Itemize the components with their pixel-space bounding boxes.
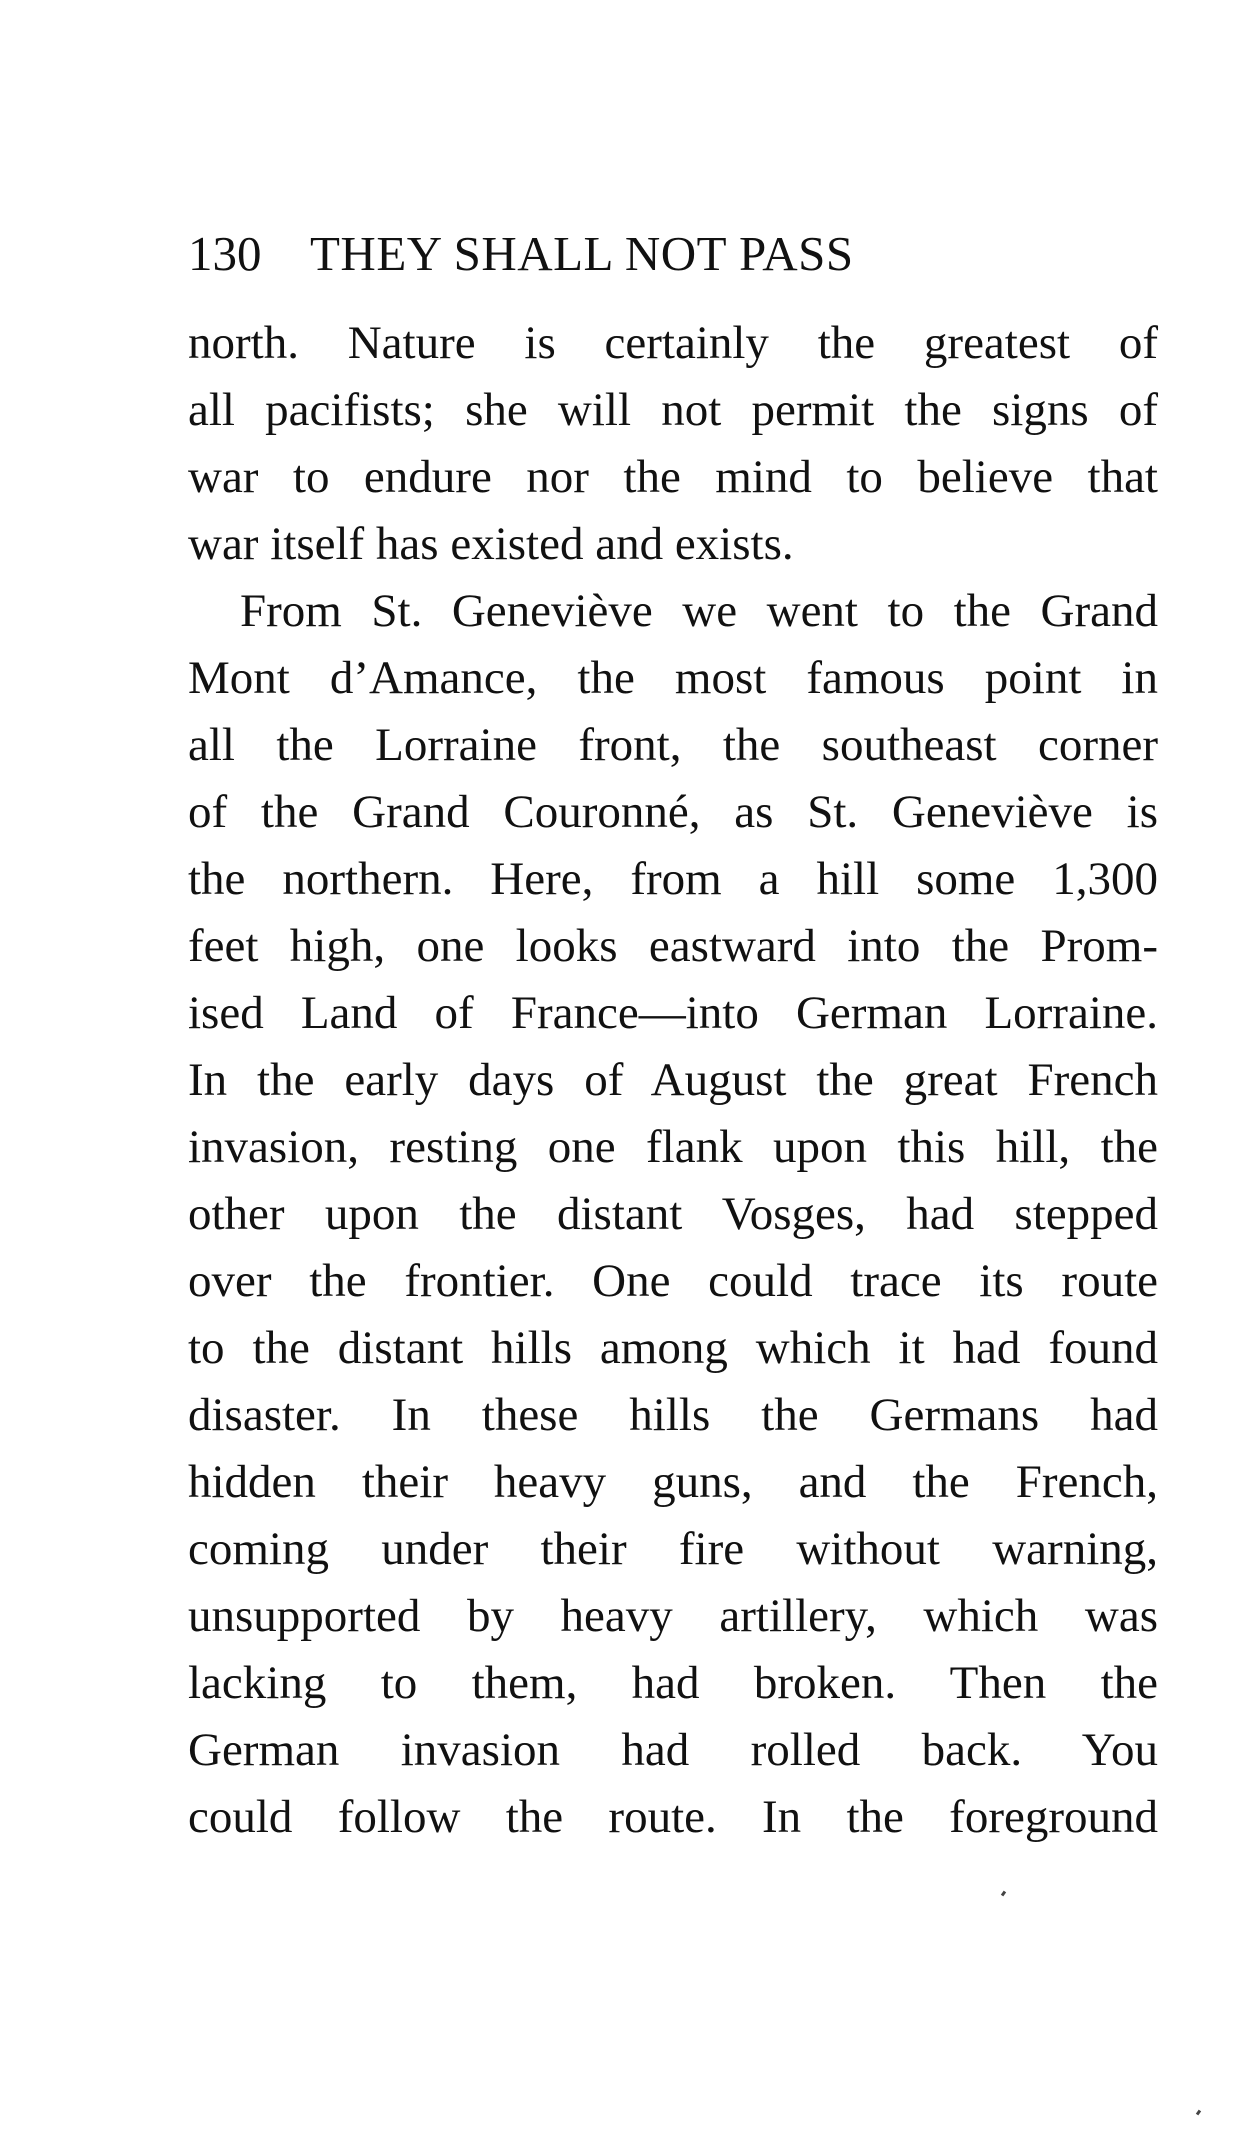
page-number: 130 xyxy=(188,226,262,281)
text-line: coming under their fire without warning, xyxy=(188,1523,1158,1575)
scan-speck xyxy=(1196,2110,1201,2116)
text-line: to the distant hills among which it had found xyxy=(188,1322,1158,1374)
text-line: hidden their heavy guns, and the French, xyxy=(188,1456,1158,1508)
text-line: disaster. In these hills the Germans had xyxy=(188,1389,1158,1441)
text-line: From St. Geneviève we went to the Grand xyxy=(240,585,1158,637)
text-line: invasion, resting one flank upon this hill, the xyxy=(188,1121,1158,1173)
text-line: unsupported by heavy artillery, which was xyxy=(188,1590,1158,1642)
running-title: THEY SHALL NOT PASS xyxy=(310,226,854,281)
text-line: could follow the route. In the foreground xyxy=(188,1791,1158,1843)
text-line: of the Grand Couronné, as St. Geneviève is xyxy=(188,786,1158,838)
text-line: In the early days of August the great French xyxy=(188,1054,1158,1106)
text-line: all pacifists; she will not permit the signs of xyxy=(188,384,1158,436)
text-line: feet high, one looks eastward into the Prom- xyxy=(188,920,1158,972)
text-line: war itself has existed and exists. xyxy=(188,518,794,570)
text-line: war to endure nor the mind to believe that xyxy=(188,451,1158,503)
text-line: the northern. Here, from a hill some 1,300 xyxy=(188,853,1158,905)
text-line: north. Nature is certainly the greatest of xyxy=(188,317,1158,369)
running-head xyxy=(188,224,1158,284)
text-line: other upon the distant Vosges, had stepped xyxy=(188,1188,1158,1240)
text-line: lacking to them, had broken. Then the xyxy=(188,1657,1158,1709)
text-line: Mont d’Amance, the most famous point in xyxy=(188,652,1158,704)
text-line: over the frontier. One could trace its route xyxy=(188,1255,1158,1307)
body-text xyxy=(188,310,1158,1851)
text-line: all the Lorraine front, the southeast corner xyxy=(188,719,1158,771)
scan-speck xyxy=(1001,1891,1006,1897)
text-line: German invasion had rolled back. You xyxy=(188,1724,1158,1776)
text-line: ised Land of France—into German Lorraine. xyxy=(188,987,1158,1039)
